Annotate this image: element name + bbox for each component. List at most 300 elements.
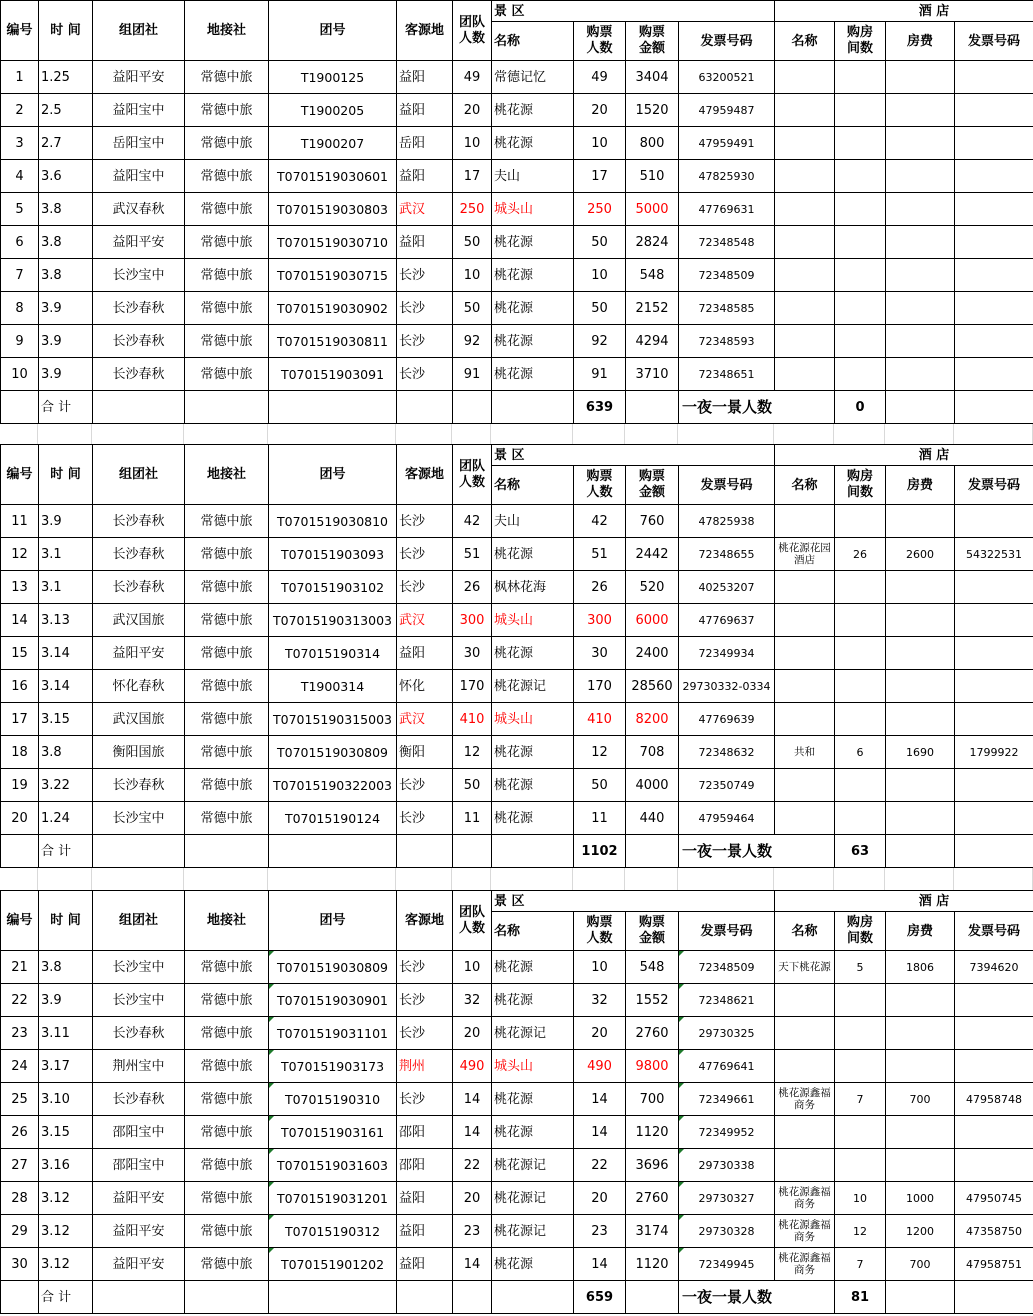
row-invoice-no: 29730338 (679, 1149, 775, 1182)
row-time: 3.12 (39, 1248, 93, 1281)
overnight-label: 一夜一景人数 (679, 835, 835, 868)
row-scenic-name: 桃花源 (492, 1116, 574, 1149)
row-room-count (835, 94, 886, 127)
row-scenic-name: 桃花源记 (492, 1215, 574, 1248)
row-ticket-amount: 4000 (626, 769, 679, 802)
row-no: 26 (1, 1116, 39, 1149)
header-room-count: 购房间数 (835, 22, 886, 61)
row-scenic-name: 夫山 (492, 505, 574, 538)
row-time: 3.11 (39, 1017, 93, 1050)
row-room-fee: 1200 (886, 1215, 955, 1248)
row-room-count: 26 (835, 538, 886, 571)
row-origin: 长沙 (397, 802, 453, 835)
row-team-count: 17 (453, 160, 492, 193)
row-hotel-name (775, 670, 835, 703)
row-ticket-count: 22 (574, 1149, 626, 1182)
table-row (1, 1248, 1033, 1281)
row-organizer: 邵阳宝中 (93, 1149, 185, 1182)
row-room-count: 12 (835, 1215, 886, 1248)
header-ticket-amount: 购票金额 (626, 912, 679, 951)
row-hotel-name (775, 571, 835, 604)
row-group-no: T070151903091 (269, 358, 397, 391)
row-origin: 武汉 (397, 604, 453, 637)
row-local-agency: 常德中旅 (185, 1083, 269, 1116)
row-room-count (835, 61, 886, 94)
row-origin: 长沙 (397, 1083, 453, 1116)
row-ticket-count: 26 (574, 571, 626, 604)
row-room-count (835, 193, 886, 226)
row-local-agency: 常德中旅 (185, 604, 269, 637)
row-group-no: T1900207 (269, 127, 397, 160)
header-group-no: 团号 (269, 891, 397, 951)
row-team-count: 49 (453, 61, 492, 94)
row-no: 1 (1, 61, 39, 94)
row-team-count: 51 (453, 538, 492, 571)
row-group-no: T0701519030710 (269, 226, 397, 259)
row-origin: 长沙 (397, 538, 453, 571)
row-origin: 长沙 (397, 505, 453, 538)
row-team-count: 20 (453, 1182, 492, 1215)
total-empty (1, 835, 39, 868)
header-invoice-no: 发票号码 (679, 22, 775, 61)
row-origin: 益阳 (397, 160, 453, 193)
table-row (1, 61, 1033, 94)
row-no: 2 (1, 94, 39, 127)
row-organizer: 荆州宝中 (93, 1050, 185, 1083)
row-group-no: T0701519030809 (269, 736, 397, 769)
table-row (1, 1017, 1033, 1050)
row-time: 3.8 (39, 951, 93, 984)
header-hotel: 酒 店 (775, 1, 1033, 22)
row-room-count (835, 1050, 886, 1083)
total-empty (397, 1281, 453, 1314)
row-no: 15 (1, 637, 39, 670)
total-empty (269, 391, 397, 424)
row-hotel-invoice: 7394620 (955, 951, 1033, 984)
row-ticket-amount: 700 (626, 1083, 679, 1116)
row-scenic-name: 桃花源记 (492, 1182, 574, 1215)
total-ticket-count: 659 (574, 1281, 626, 1314)
row-local-agency: 常德中旅 (185, 127, 269, 160)
header-organizer: 组团社 (93, 445, 185, 505)
total-label: 合 计 (39, 1281, 93, 1314)
row-ticket-amount: 440 (626, 802, 679, 835)
header-hotel-name: 名称 (775, 466, 835, 505)
row-time: 1.24 (39, 802, 93, 835)
total-label: 合 计 (39, 391, 93, 424)
row-local-agency: 常德中旅 (185, 1248, 269, 1281)
row-hotel-name (775, 984, 835, 1017)
row-team-count: 50 (453, 226, 492, 259)
header-no: 编号 (1, 891, 39, 951)
total-empty (453, 391, 492, 424)
row-team-count: 14 (453, 1083, 492, 1116)
row-room-fee: 700 (886, 1083, 955, 1116)
row-time: 3.8 (39, 193, 93, 226)
row-local-agency: 常德中旅 (185, 769, 269, 802)
row-hotel-name: 共和 (775, 736, 835, 769)
row-no: 6 (1, 226, 39, 259)
header-team-count: 团队人数 (453, 1, 492, 61)
row-hotel-invoice (955, 160, 1033, 193)
row-team-count: 490 (453, 1050, 492, 1083)
table-row (1, 193, 1033, 226)
row-hotel-name (775, 94, 835, 127)
table-row (1, 670, 1033, 703)
row-room-fee: 700 (886, 1248, 955, 1281)
row-room-fee: 1806 (886, 951, 955, 984)
total-empty (93, 391, 185, 424)
row-origin: 怀化 (397, 670, 453, 703)
row-organizer: 益阳宝中 (93, 160, 185, 193)
row-team-count: 170 (453, 670, 492, 703)
row-time: 3.10 (39, 1083, 93, 1116)
table-row (1, 127, 1033, 160)
row-scenic-name: 常德记忆 (492, 61, 574, 94)
header-ticket-count: 购票人数 (574, 22, 626, 61)
table-row (1, 538, 1033, 571)
header-ticket-amount: 购票金额 (626, 466, 679, 505)
row-ticket-amount: 708 (626, 736, 679, 769)
header-team-count: 团队人数 (453, 891, 492, 951)
row-team-count: 50 (453, 769, 492, 802)
row-team-count: 30 (453, 637, 492, 670)
row-organizer: 长沙春秋 (93, 769, 185, 802)
row-group-no: T0701519031201 (269, 1182, 397, 1215)
row-group-no: T0701519030902 (269, 292, 397, 325)
row-hotel-name (775, 193, 835, 226)
row-room-fee (886, 61, 955, 94)
row-team-count: 23 (453, 1215, 492, 1248)
row-scenic-name: 城头山 (492, 604, 574, 637)
row-ticket-count: 10 (574, 259, 626, 292)
row-room-count: 6 (835, 736, 886, 769)
row-organizer: 长沙宝中 (93, 984, 185, 1017)
row-scenic-name: 枫林花海 (492, 571, 574, 604)
row-origin: 长沙 (397, 292, 453, 325)
row-invoice-no: 72349934 (679, 637, 775, 670)
header-scenic-name: 名称 (492, 912, 574, 951)
header-local-agency: 地接社 (185, 1, 269, 61)
row-ticket-count: 51 (574, 538, 626, 571)
row-time: 3.9 (39, 984, 93, 1017)
row-ticket-amount: 1520 (626, 94, 679, 127)
row-room-count (835, 505, 886, 538)
row-hotel-name (775, 637, 835, 670)
row-group-no: T0701519031101 (269, 1017, 397, 1050)
row-ticket-amount: 510 (626, 160, 679, 193)
total-empty (269, 1281, 397, 1314)
row-organizer: 长沙春秋 (93, 571, 185, 604)
row-invoice-no: 72348509 (679, 259, 775, 292)
row-no: 9 (1, 325, 39, 358)
row-organizer: 益阳平安 (93, 1182, 185, 1215)
header-time: 时 间 (39, 1, 93, 61)
row-scenic-name: 桃花源 (492, 1248, 574, 1281)
row-ticket-count: 12 (574, 736, 626, 769)
row-no: 10 (1, 358, 39, 391)
row-scenic-name: 桃花源 (492, 637, 574, 670)
row-organizer: 长沙春秋 (93, 325, 185, 358)
overnight-label: 一夜一景人数 (679, 391, 835, 424)
row-hotel-invoice (955, 571, 1033, 604)
row-group-no: T07015190315003 (269, 703, 397, 736)
row-team-count: 91 (453, 358, 492, 391)
header-scenic-area: 景 区 (492, 445, 775, 466)
row-no: 17 (1, 703, 39, 736)
row-room-count (835, 571, 886, 604)
row-team-count: 300 (453, 604, 492, 637)
row-invoice-no: 72349952 (679, 1116, 775, 1149)
row-local-agency: 常德中旅 (185, 637, 269, 670)
row-hotel-name: 桃花源鑫福商务 (775, 1248, 835, 1281)
row-room-count (835, 1017, 886, 1050)
table-row (1, 1083, 1033, 1116)
row-hotel-invoice (955, 703, 1033, 736)
row-origin: 长沙 (397, 259, 453, 292)
row-hotel-name (775, 703, 835, 736)
row-hotel-name (775, 226, 835, 259)
row-origin: 岳阳 (397, 127, 453, 160)
row-ticket-amount: 2152 (626, 292, 679, 325)
total-empty (397, 391, 453, 424)
row-local-agency: 常德中旅 (185, 160, 269, 193)
table-row (1, 1116, 1033, 1149)
table-row (1, 1215, 1033, 1248)
tour-table-block (0, 890, 1033, 1314)
header-group-no: 团号 (269, 445, 397, 505)
row-hotel-invoice (955, 802, 1033, 835)
row-scenic-name: 桃花源 (492, 984, 574, 1017)
row-local-agency: 常德中旅 (185, 571, 269, 604)
total-row (1, 391, 1033, 424)
row-room-count (835, 703, 886, 736)
row-time: 3.1 (39, 538, 93, 571)
row-group-no: T070151901202 (269, 1248, 397, 1281)
row-no: 29 (1, 1215, 39, 1248)
header-hotel-name: 名称 (775, 912, 835, 951)
row-hotel-invoice (955, 1149, 1033, 1182)
row-organizer: 长沙春秋 (93, 1017, 185, 1050)
row-organizer: 长沙春秋 (93, 292, 185, 325)
row-hotel-invoice (955, 193, 1033, 226)
header-hotel: 酒 店 (775, 891, 1033, 912)
row-room-count (835, 1149, 886, 1182)
row-origin: 益阳 (397, 1248, 453, 1281)
row-scenic-name: 桃花源 (492, 951, 574, 984)
row-invoice-no: 72348651 (679, 358, 775, 391)
overnight-label: 一夜一景人数 (679, 1281, 835, 1314)
row-room-count (835, 769, 886, 802)
total-empty (492, 391, 574, 424)
row-hotel-name (775, 61, 835, 94)
row-ticket-count: 170 (574, 670, 626, 703)
header-invoice-no: 发票号码 (679, 912, 775, 951)
row-scenic-name: 桃花源记 (492, 1017, 574, 1050)
row-invoice-no: 47769641 (679, 1050, 775, 1083)
row-group-no: T07015190124 (269, 802, 397, 835)
total-empty (453, 1281, 492, 1314)
row-local-agency: 常德中旅 (185, 703, 269, 736)
row-time: 3.12 (39, 1182, 93, 1215)
table-row (1, 736, 1033, 769)
header-local-agency: 地接社 (185, 445, 269, 505)
table-row (1, 226, 1033, 259)
row-invoice-no: 72348655 (679, 538, 775, 571)
row-room-count: 7 (835, 1248, 886, 1281)
row-scenic-name: 桃花源 (492, 358, 574, 391)
row-scenic-name: 城头山 (492, 193, 574, 226)
table-row (1, 571, 1033, 604)
row-group-no: T1900205 (269, 94, 397, 127)
row-local-agency: 常德中旅 (185, 984, 269, 1017)
row-time: 3.14 (39, 670, 93, 703)
row-invoice-no: 72349661 (679, 1083, 775, 1116)
row-origin: 益阳 (397, 226, 453, 259)
row-room-fee (886, 984, 955, 1017)
row-hotel-name (775, 1149, 835, 1182)
row-room-fee (886, 358, 955, 391)
row-hotel-invoice (955, 637, 1033, 670)
row-scenic-name: 桃花源 (492, 226, 574, 259)
overnight-count: 63 (835, 835, 886, 868)
table-row (1, 703, 1033, 736)
table-row (1, 505, 1033, 538)
row-invoice-no: 47769637 (679, 604, 775, 637)
row-time: 1.25 (39, 61, 93, 94)
row-group-no: T1900125 (269, 61, 397, 94)
row-time: 3.8 (39, 226, 93, 259)
row-scenic-name: 桃花源 (492, 1083, 574, 1116)
row-scenic-name: 城头山 (492, 1050, 574, 1083)
row-room-fee (886, 505, 955, 538)
row-ticket-amount: 2760 (626, 1017, 679, 1050)
row-room-fee (886, 703, 955, 736)
row-no: 21 (1, 951, 39, 984)
header-invoice-no: 发票号码 (679, 466, 775, 505)
header-organizer: 组团社 (93, 891, 185, 951)
row-hotel-invoice (955, 325, 1033, 358)
row-organizer: 长沙宝中 (93, 951, 185, 984)
row-invoice-no: 40253207 (679, 571, 775, 604)
row-room-fee (886, 127, 955, 160)
row-origin: 武汉 (397, 193, 453, 226)
row-group-no: T070151903102 (269, 571, 397, 604)
header-room-count: 购房间数 (835, 912, 886, 951)
header-hotel: 酒 店 (775, 445, 1033, 466)
table-row (1, 984, 1033, 1017)
header-scenic-area: 景 区 (492, 1, 775, 22)
row-invoice-no: 72349945 (679, 1248, 775, 1281)
row-no: 14 (1, 604, 39, 637)
row-hotel-name (775, 505, 835, 538)
row-origin: 长沙 (397, 984, 453, 1017)
row-no: 18 (1, 736, 39, 769)
row-ticket-count: 30 (574, 637, 626, 670)
row-group-no: T07015190310 (269, 1083, 397, 1116)
row-origin: 益阳 (397, 637, 453, 670)
row-hotel-name (775, 160, 835, 193)
row-ticket-amount: 6000 (626, 604, 679, 637)
row-team-count: 22 (453, 1149, 492, 1182)
row-group-no: T0701519030901 (269, 984, 397, 1017)
header-scenic-name: 名称 (492, 466, 574, 505)
row-room-fee (886, 292, 955, 325)
row-room-fee: 2600 (886, 538, 955, 571)
row-origin: 长沙 (397, 325, 453, 358)
row-hotel-invoice (955, 769, 1033, 802)
row-room-fee (886, 1050, 955, 1083)
row-scenic-name: 桃花源 (492, 259, 574, 292)
overnight-count: 81 (835, 1281, 886, 1314)
row-scenic-name: 桃花源 (492, 769, 574, 802)
table-row (1, 1149, 1033, 1182)
row-invoice-no: 29730332-0334 (679, 670, 775, 703)
header-organizer: 组团社 (93, 1, 185, 61)
row-hotel-invoice (955, 292, 1033, 325)
row-ticket-count: 14 (574, 1116, 626, 1149)
row-organizer: 长沙春秋 (93, 1083, 185, 1116)
row-organizer: 益阳平安 (93, 226, 185, 259)
row-ticket-count: 10 (574, 127, 626, 160)
row-team-count: 20 (453, 1017, 492, 1050)
row-group-no: T0701519030601 (269, 160, 397, 193)
total-empty (955, 391, 1033, 424)
row-room-count (835, 325, 886, 358)
row-time: 2.5 (39, 94, 93, 127)
row-scenic-name: 城头山 (492, 703, 574, 736)
row-hotel-invoice (955, 604, 1033, 637)
row-ticket-amount: 760 (626, 505, 679, 538)
row-organizer: 益阳平安 (93, 1248, 185, 1281)
row-hotel-invoice (955, 1116, 1033, 1149)
row-hotel-name (775, 127, 835, 160)
table-row (1, 951, 1033, 984)
row-ticket-amount: 3696 (626, 1149, 679, 1182)
row-scenic-name: 桃花源 (492, 538, 574, 571)
row-ticket-amount: 2760 (626, 1182, 679, 1215)
row-organizer: 益阳宝中 (93, 94, 185, 127)
total-empty (185, 391, 269, 424)
row-no: 27 (1, 1149, 39, 1182)
header-ticket-count: 购票人数 (574, 912, 626, 951)
header-hotel-invoice: 发票号码 (955, 912, 1033, 951)
row-room-count (835, 127, 886, 160)
header-scenic-area: 景 区 (492, 891, 775, 912)
row-group-no: T070151903093 (269, 538, 397, 571)
total-empty (492, 1281, 574, 1314)
row-ticket-count: 20 (574, 1017, 626, 1050)
row-hotel-name: 桃花源鑫福商务 (775, 1182, 835, 1215)
row-hotel-invoice: 47950745 (955, 1182, 1033, 1215)
row-hotel-invoice: 1799922 (955, 736, 1033, 769)
table-row (1, 292, 1033, 325)
table-row (1, 802, 1033, 835)
row-hotel-name (775, 259, 835, 292)
row-origin: 益阳 (397, 1182, 453, 1215)
row-ticket-count: 20 (574, 94, 626, 127)
row-local-agency: 常德中旅 (185, 670, 269, 703)
table-row (1, 769, 1033, 802)
row-no: 30 (1, 1248, 39, 1281)
row-organizer: 长沙宝中 (93, 259, 185, 292)
total-empty (886, 1281, 955, 1314)
header-no: 编号 (1, 1, 39, 61)
row-local-agency: 常德中旅 (185, 538, 269, 571)
row-local-agency: 常德中旅 (185, 505, 269, 538)
row-no: 16 (1, 670, 39, 703)
row-room-count (835, 984, 886, 1017)
